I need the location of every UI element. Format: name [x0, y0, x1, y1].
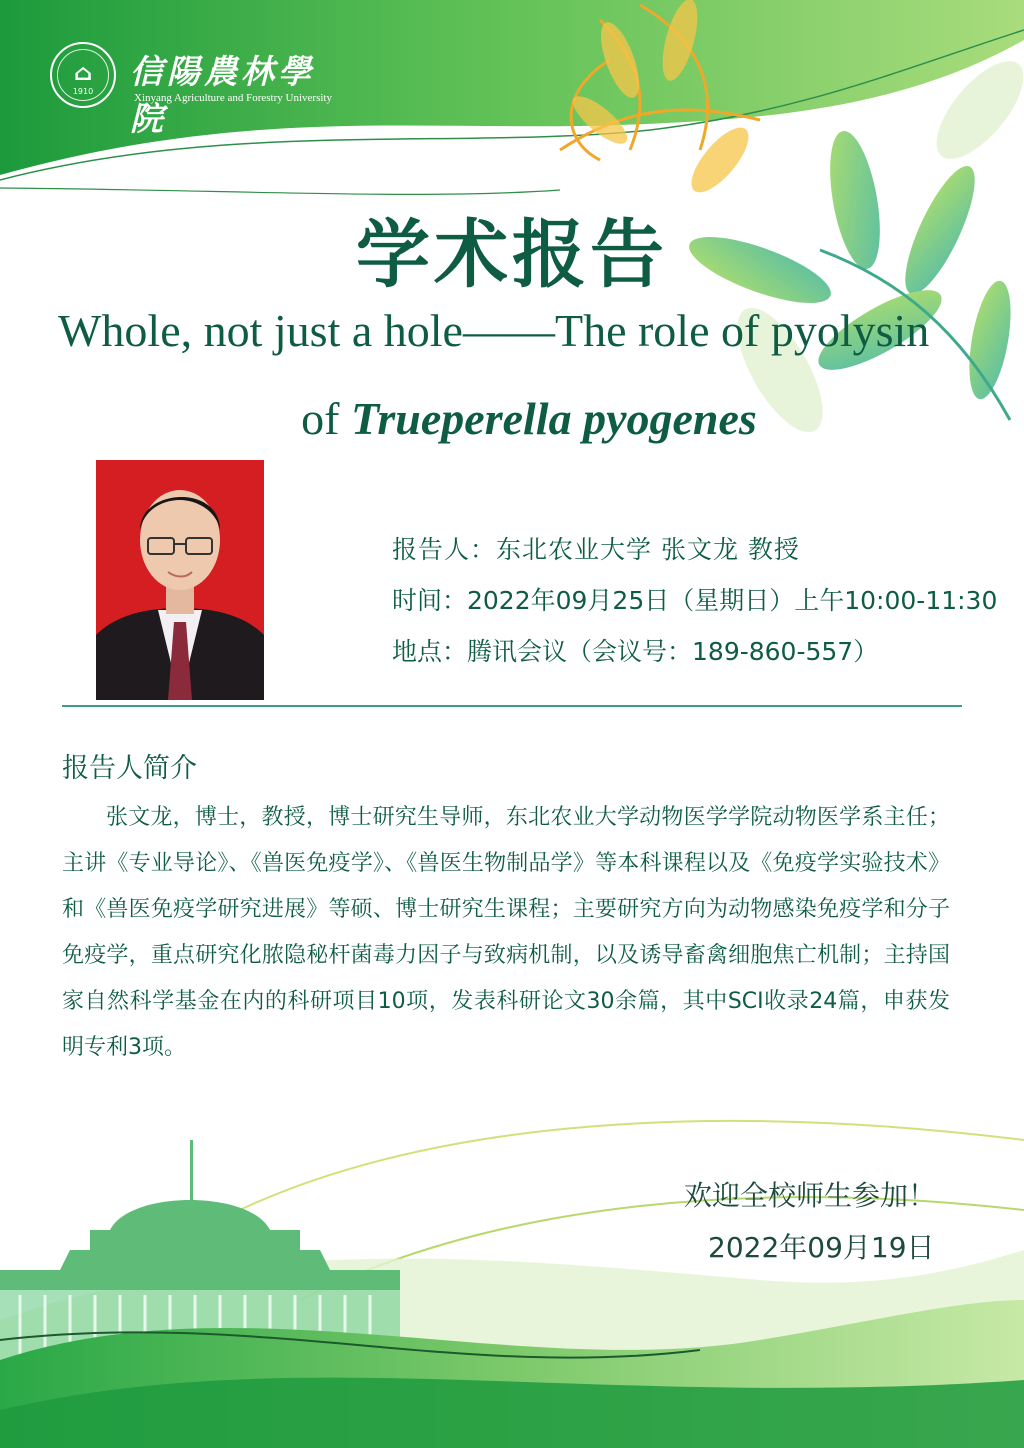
issue-date: 2022年09月19日 — [708, 1231, 935, 1264]
speaker-info: 报告人：东北农业大学 张文龙 教授 — [392, 535, 800, 564]
speaker-photo — [96, 460, 264, 700]
report-title-species: Trueperella pyogenes — [351, 393, 757, 444]
seal-year: 1910 — [72, 87, 94, 96]
page-title: 学术报告 — [356, 212, 668, 298]
report-title-prefix: of — [301, 393, 351, 444]
university-name-en: Xinyang Agriculture and Forestry University — [134, 92, 332, 104]
report-title-line1: Whole, not just a hole——The role of pyolysin — [58, 305, 930, 356]
bio-heading: 报告人简介 — [62, 753, 197, 784]
report-title-line2 — [0, 392, 1024, 445]
university-logo — [50, 42, 350, 138]
time-info: 时间：2022年09月25日（星期日）上午10:00-11:30 — [392, 586, 998, 615]
university-name-cn: 信陽農林學院 — [130, 52, 315, 138]
bio-text: 张文龙，博士，教授，博士研究生导师，东北农业大学动物医学学院动物医学系主任；主讲《专业导论》、《兽医免疫学》、《兽医生物制品学》等本科课程以及《免疫学实验技术》和《兽医免疫学研究进展》等硕、博士研究生课程；主要研究方向为动物感染免疫学和分子免疫学，重点研究化脓隐秘杆菌毒力因子与致病机制，以及诱导畜禽细胞焦亡机制；主持国家自然科学基金在内的科研项目10项，发表科研论文30余篇，其中SCI收录24篇，申获发明专利3项。 — [62, 805, 950, 1060]
university-seal-icon: ⌂ 1910 — [50, 42, 116, 108]
place-info: 地点：腾讯会议（会议号：189-860-557） — [392, 637, 879, 666]
welcome-message: 欢迎全校师生参加！ — [684, 1179, 937, 1212]
section-divider — [62, 705, 962, 707]
